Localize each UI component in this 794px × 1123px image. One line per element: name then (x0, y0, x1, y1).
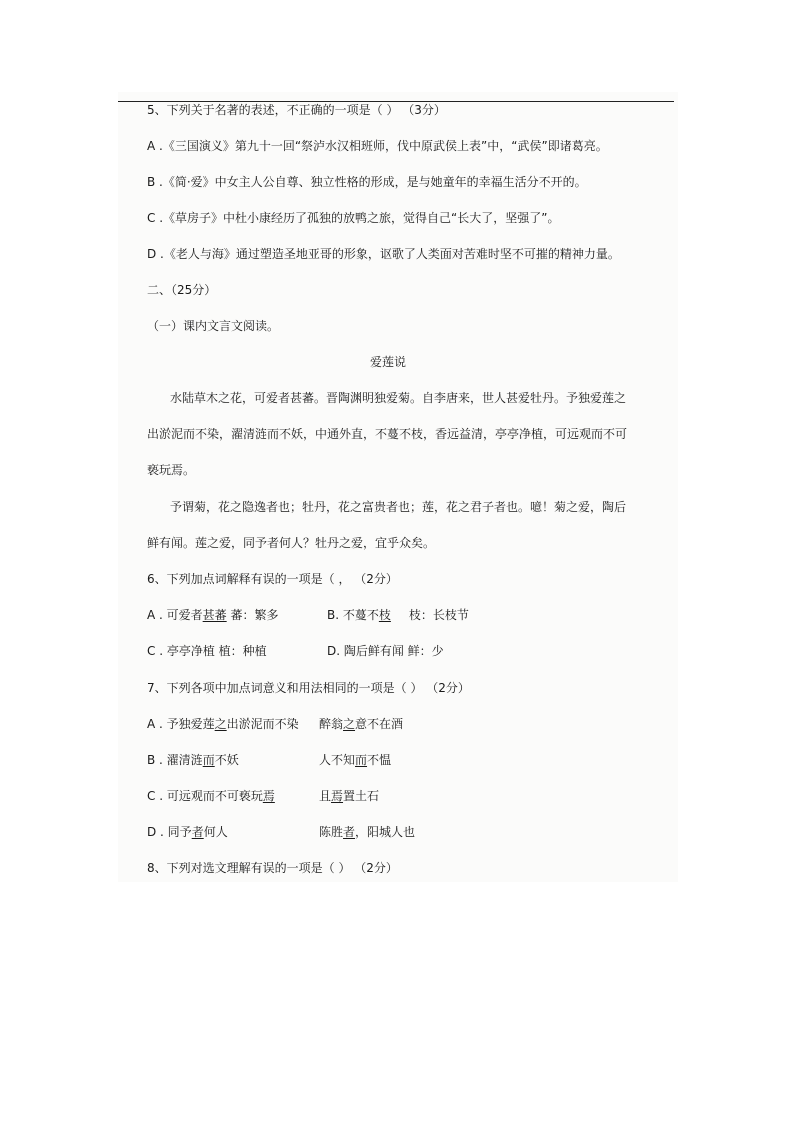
q7-option-c: C . 可远观而不可亵玩焉 (147, 789, 275, 803)
dotted-word: 者 (343, 825, 356, 839)
q7-option-b: B . 濯清涟而不妖 (147, 753, 239, 767)
passage-line: 鲜有闻。莲之爱，同予者何人？牡丹之爱，宜乎众矣。 (147, 536, 436, 550)
part-heading: （一）课内文言文阅读。 (147, 319, 280, 333)
q5-stem: 5、下列关于名著的表述，不正确的一项是（ ） （3分） (147, 103, 446, 117)
passage-line: 亵玩焉。 (147, 463, 196, 477)
q6-option-a: A . 可爱者甚蕃 蕃：繁多 (147, 608, 279, 622)
passage-title: 爱莲说 (370, 355, 407, 369)
q5-option-b: B .《简·爱》中女主人公自尊、独立性格的形成，是与她童年的幸福生活分不开的。 (147, 175, 587, 189)
q6-option-d: D. 陶后鲜有闻 鲜：少 (327, 644, 444, 658)
dotted-word: 之 (214, 717, 227, 731)
q5-option-d: D .《老人与海》通过塑造圣地亚哥的形象，讴歌了人类面对苦难时坚不可摧的精神力量。 (147, 247, 620, 261)
q7-option-a: A . 予独爱莲之出淤泥而不染 (147, 717, 299, 731)
q6-option-c: C . 亭亭净植 植：种植 (147, 644, 267, 658)
q6-stem: 6、下列加点词解释有误的一项是（ ， （2分） (147, 572, 398, 586)
passage-line: 出淤泥而不染，濯清涟而不妖，中通外直，不蔓不枝，香远益清，亭亭净植，可远观而不可 (147, 427, 628, 441)
dotted-word: 之 (343, 717, 356, 731)
section-heading: 二、（25分） (147, 283, 217, 297)
passage-line: 予谓菊，花之隐逸者也；牡丹，花之富贵者也；莲，花之君子者也。噫！菊之爱，陶后 (170, 500, 627, 514)
q8-stem: 8、下列对选文理解有误的一项是（ ） （2分） (147, 861, 398, 875)
dotted-word: 甚蕃 (202, 608, 227, 622)
q5-option-c: C .《草房子》中杜小康经历了孤独的放鸭之旅，觉得自己“长大了，坚强了”。 (147, 211, 560, 225)
q7-option-c-compare: 且焉置土石 (319, 789, 380, 803)
q5-option-a: A .《三国演义》第九十一回“祭泸水汉相班师，伐中原武侯上表”中，“武侯”即诸葛亮。 (147, 139, 608, 153)
q7-option-d: D . 同予者何人 (147, 825, 228, 839)
q7-option-b-compare: 人不知而不愠 (319, 753, 392, 767)
dotted-word: 者 (191, 825, 204, 839)
dotted-word: 而 (202, 753, 215, 767)
dotted-word: 焉 (331, 789, 344, 803)
dotted-word: 焉 (262, 789, 275, 803)
q6-option-b: B. 不蔓不枝 枝：长枝节 (327, 608, 469, 622)
q7-option-d-compare: 陈胜者，阳城人也 (319, 825, 416, 839)
q7-option-a-compare: 醉翁之意不在酒 (319, 717, 404, 731)
q7-stem: 7、下列各项中加点词意义和用法相同的一项是（ ） （2分） (147, 681, 470, 695)
passage-line: 水陆草木之花，可爱者甚蕃。晋陶渊明独爱菊。自李唐来，世人甚爱牡丹。予独爱莲之 (170, 391, 627, 405)
dotted-word: 而 (355, 753, 368, 767)
dotted-word: 枝 (378, 608, 391, 622)
